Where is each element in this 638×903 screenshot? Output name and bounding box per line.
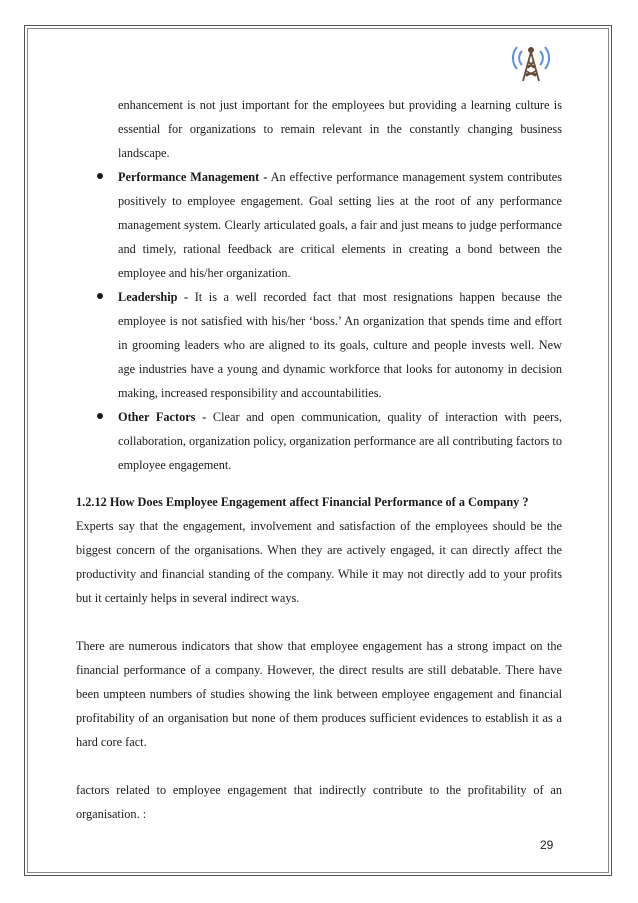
bullet-item-performance-management bbox=[76, 165, 562, 285]
bullet-icon bbox=[97, 293, 103, 299]
paragraph: Experts say that the engagement, involvement and satisfaction of the employees should be the biggest concern of the organisations. When they are actively engaged, it can directly affect the productivity and financial standing of the company. While it may not directly add to your profits but it certainly helps in several indirect ways. bbox=[76, 519, 562, 605]
radio-tower-icon bbox=[508, 38, 554, 84]
bullet-icon bbox=[97, 413, 103, 419]
bullet-term: Performance Management - bbox=[118, 170, 268, 184]
bullet-list bbox=[76, 165, 562, 477]
bullet-text: Clear and open communication, quality of interaction with peers, collaboration, organization policy, organization performance are all contributing factors to employee engagement. bbox=[118, 410, 562, 472]
bullet-text: An effective performance management system contributes positively to employee engagement. Goal setting lies at the root of any performance management system. Clearly articulated goals, a fair and just means to judge performance and timely, rational feedback are critical elements in creating a bond between the employee and his/her organization. bbox=[118, 170, 562, 280]
page-content bbox=[76, 93, 562, 826]
page-number: 29 bbox=[540, 838, 554, 852]
paragraph: There are numerous indicators that show that employee engagement has a strong impact on the financial performance of a company. However, the direct results are still debatable. There have been umpteen numbers of studies showing the link between employee engagement and financial profitability of an organisation but none of them produces sufficient evidences to establish it as a hard core fact. bbox=[76, 639, 562, 749]
continuation-paragraph: enhancement is not just important for the employees but providing a learning culture is essential for organizations to remain relevant in the constantly changing business landscape. bbox=[118, 98, 562, 160]
section-heading: 1.2.12 How Does Employee Engagement affect Financial Performance of a Company ? bbox=[76, 495, 529, 509]
bullet-text: It is a well recorded fact that most resignations happen because the employee is not satisfied with his/her ‘boss.’ An organization that spends time and effort in grooming leaders who are aligned to its goals, culture and people invests well. New age industries have a young and dynamic workforce that looks for autonomy in decision making, increased responsibility and accountabilities. bbox=[118, 290, 562, 400]
paragraph: factors related to employee engagement that indirectly contribute to the profitability of an organisation. : bbox=[76, 783, 562, 821]
bullet-term: Other Factors - bbox=[118, 410, 207, 424]
bullet-icon bbox=[97, 173, 103, 179]
bullet-item-leadership bbox=[76, 285, 562, 405]
bullet-term: Leadership - bbox=[118, 290, 189, 304]
bullet-item-other-factors bbox=[76, 405, 562, 477]
